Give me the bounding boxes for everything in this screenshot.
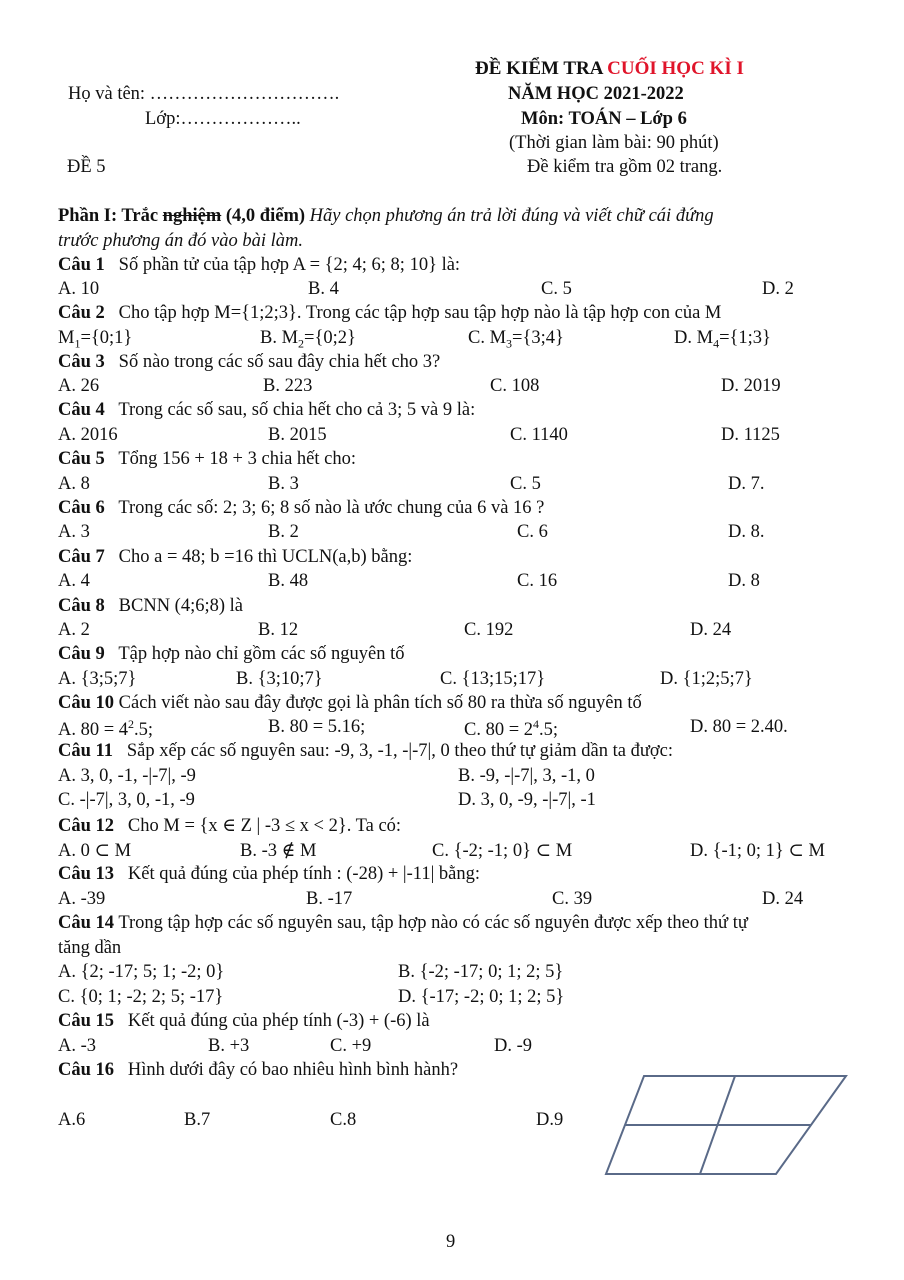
- option-b: B. 80 = 5.16;: [268, 717, 366, 737]
- subject: Môn: TOÁN – Lớp 6: [521, 109, 687, 129]
- question-5: Câu 5 Tổng 156 + 18 + 3 chia hết cho:: [58, 449, 357, 469]
- question-14-options-row2: [58, 987, 846, 1009]
- option-d: D. -9: [494, 1036, 533, 1056]
- option-a: A. 3, 0, -1, -|-7|, -9: [58, 766, 196, 786]
- option-a: $M_1=\{0;1\}$: [58, 328, 133, 351]
- option-c: C. 5: [541, 279, 572, 299]
- question-11-options-row1: [58, 766, 846, 788]
- option-b: B. {3;10;7}: [236, 669, 323, 689]
- question-12: Câu 12 Cho M = {x ∈ Z | -3 ≤ x < 2}. Ta có:: [58, 816, 402, 836]
- question-16: Câu 16 Hình dưới đây có bao nhiêu hình bình hành?: [58, 1060, 459, 1080]
- option-c: C. {13;15;17}: [440, 669, 546, 689]
- option-d: D. 3, 0, -9, -|-7|, -1: [458, 790, 596, 810]
- question-2: Câu 2 Cho tập hợp M={1;2;3}. Trong các tập hợp sau tập hợp nào là tập hợp con của M: [58, 303, 722, 323]
- option-a: A. -39: [58, 889, 106, 909]
- option-b: B. 2015: [268, 425, 327, 445]
- question-14-cont: tăng dần: [58, 938, 122, 958]
- option-a: A. 0 ⊂ M: [58, 841, 132, 861]
- option-d: D. 8: [728, 571, 760, 591]
- option-c: C. 39: [552, 889, 593, 909]
- option-b: B. -17: [306, 889, 353, 909]
- question-8: Câu 8 BCNN (4;6;8) là: [58, 596, 244, 616]
- question-14-options-row1: [58, 962, 846, 984]
- option-a: A. 26: [58, 376, 100, 396]
- question-7: Câu 7 Cho a = 48; b =16 thì UCLN(a,b) bằng:: [58, 547, 413, 567]
- option-b: B. 12: [258, 620, 299, 640]
- school-year: NĂM HỌC 2021-2022: [508, 84, 684, 104]
- option-a: A. {2; -17; 5; 1; -2; 0}: [58, 962, 225, 982]
- option-d: D. 8.: [728, 522, 765, 542]
- option-b: B. 4: [308, 279, 339, 299]
- option-a: A. 4: [58, 571, 90, 591]
- option-b: B. -3 ∉ M: [240, 841, 317, 861]
- option-c: C. 108: [490, 376, 540, 396]
- option-b: B. 3: [268, 474, 299, 494]
- option-b: B. {-2; -17; 0; 1; 2; 5}: [398, 962, 564, 982]
- option-a: A. 10: [58, 279, 100, 299]
- option-c: C. +9: [330, 1036, 372, 1056]
- question-15-options: [58, 1036, 846, 1058]
- option-d: D. $M_4=\{1;3\}$: [674, 328, 771, 351]
- option-c: C. 192: [464, 620, 514, 640]
- question-8-options: [58, 620, 846, 642]
- option-a: A. {3;5;7}: [58, 669, 137, 689]
- option-c: C. 6: [517, 522, 548, 542]
- option-b: B. +3: [208, 1036, 250, 1056]
- option-a: A. $80 = 4^2.5$;: [58, 717, 154, 741]
- option-d: D. 2019: [721, 376, 781, 396]
- option-c: C. {0; 1; -2; 2; 5; -17}: [58, 987, 224, 1007]
- option-c: C. $80 = 2^4.5$;: [464, 717, 559, 741]
- question-5-options: [58, 474, 846, 496]
- option-d: D. 24: [762, 889, 804, 909]
- option-d: D. 80 = 2.40.: [690, 717, 788, 737]
- question-11-options-row2: [58, 790, 846, 812]
- option-c: C. {-2; -1; 0} ⊂ M: [432, 841, 573, 861]
- question-10: Câu 10 Cách viết nào sau đây được gọi là phân tích số 80 ra thừa số nguyên tố: [58, 693, 642, 713]
- option-d: D.9: [536, 1110, 564, 1130]
- option-b: B. -9, -|-7|, 3, -1, 0: [458, 766, 595, 786]
- option-c: C. 5: [510, 474, 541, 494]
- question-12-options: [58, 840, 846, 862]
- question-13: Câu 13 Kết quả đúng của phép tính : (-28) + |-11| bằng:: [58, 864, 481, 884]
- question-9-options: [58, 669, 846, 691]
- question-7-options: [58, 571, 846, 593]
- question-4: Câu 4 Trong các số sau, số chia hết cho cả 3; 5 và 9 là:: [58, 400, 476, 420]
- question-2-options: [58, 328, 846, 350]
- name-field-label: Họ và tên: ………………………….: [68, 84, 340, 104]
- question-6-options: [58, 522, 846, 544]
- option-c: C. 16: [517, 571, 558, 591]
- option-c: C. 1140: [510, 425, 568, 445]
- option-d: D. {1;2;5;7}: [660, 669, 753, 689]
- question-13-options: [58, 889, 846, 911]
- exam-code: ĐỀ 5: [67, 157, 106, 177]
- option-c: C. -|-7|, 3, 0, -1, -9: [58, 790, 195, 810]
- question-6: Câu 6 Trong các số: 2; 3; 6; 8 số nào là ước chung của 6 và 16 ?: [58, 498, 545, 518]
- option-b: B. 2: [268, 522, 299, 542]
- option-a: A. 3: [58, 522, 90, 542]
- pages-note: Đề kiểm tra gồm 02 trang.: [527, 157, 723, 177]
- option-c: C.8: [330, 1110, 357, 1130]
- option-b: B. 48: [268, 571, 309, 591]
- option-d: D. {-17; -2; 0; 1; 2; 5}: [398, 987, 565, 1007]
- option-a: A. 2: [58, 620, 90, 640]
- option-c: C. $M_3=\{3;4\}$: [468, 328, 564, 351]
- option-d: D. {-1; 0; 1} ⊂ M: [690, 841, 826, 861]
- part1-heading: Phần I: Trắc nghiệm (4,0 điểm) Hãy chọn phương án trả lời đúng và viết chữ cái đứng: [58, 206, 714, 226]
- question-11: Câu 11 Sắp xếp các số nguyên sau: -9, 3, -1, -|-7|, 0 theo thứ tự giảm dần ta được:: [58, 741, 674, 761]
- option-d: D. 24: [690, 620, 732, 640]
- option-a: A. -3: [58, 1036, 97, 1056]
- option-b: B. 223: [263, 376, 313, 396]
- question-14: Câu 14 Trong tập hợp các số nguyên sau, tập hợp nào có các số nguyên được xếp theo thứ tự: [58, 913, 748, 933]
- option-b: B. $M_2=\{0;2\}$: [260, 328, 356, 351]
- class-field-label: Lớp:………………..: [145, 109, 301, 129]
- exam-title: ĐỀ KIỂM TRA CUỐI HỌC KÌ I: [475, 58, 744, 79]
- question-15: Câu 15 Kết quả đúng của phép tính (-3) + (-6) là: [58, 1011, 430, 1031]
- option-a: A.6: [58, 1110, 86, 1130]
- exam-time: (Thời gian làm bài: 90 phút): [509, 133, 719, 153]
- question-4-options: [58, 425, 846, 447]
- question-9: Câu 9 Tập hợp nào chỉ gồm các số nguyên tố: [58, 644, 405, 664]
- parallelogram-grid-icon: [600, 1070, 850, 1180]
- page-number: 9: [446, 1232, 456, 1252]
- option-d: D. 7.: [728, 474, 765, 494]
- part1-instruction-cont: trước phương án đó vào bài làm.: [58, 231, 303, 251]
- option-d: D. 2: [762, 279, 794, 299]
- option-d: D. 1125: [721, 425, 780, 445]
- option-a: A. 2016: [58, 425, 118, 445]
- question-3-options: [58, 376, 846, 398]
- question-1: Câu 1 Số phần tử của tập hợp A = {2; 4; 6; 8; 10} là:: [58, 255, 461, 275]
- question-1-options: [58, 279, 846, 301]
- question-3: Câu 3 Số nào trong các số sau đây chia hết cho 3?: [58, 352, 441, 372]
- option-a: A. 8: [58, 474, 90, 494]
- option-b: B.7: [184, 1110, 211, 1130]
- question-10-options: [58, 717, 846, 739]
